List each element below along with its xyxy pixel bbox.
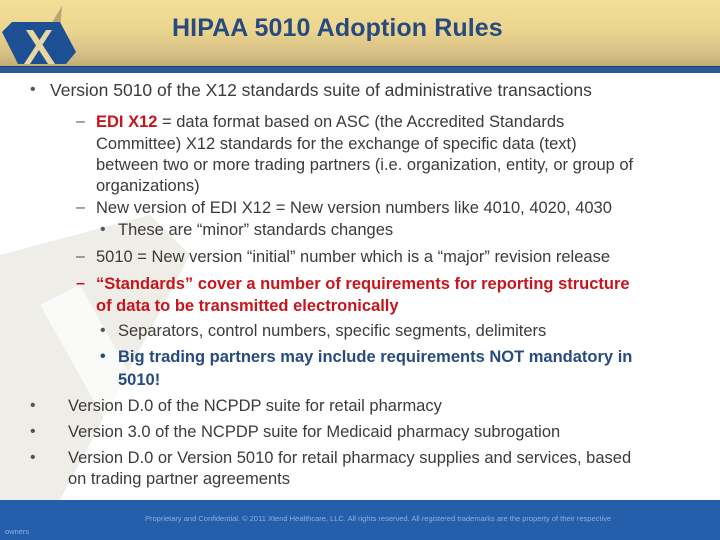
bullet-separators: Separators, control numbers, specific segments, delimiters bbox=[118, 322, 547, 340]
dash-icon: – bbox=[76, 275, 85, 292]
copyright-text-line2: owners bbox=[5, 527, 30, 536]
bullet-1: Version 5010 of the X12 standards suite of administrative transactions bbox=[50, 80, 592, 100]
dash-icon: – bbox=[76, 248, 85, 265]
bullet-standards-line2: of data to be transmitted electronically bbox=[96, 297, 399, 315]
bullet-new-version: New version of EDI X12 = New version numbers like 4010, 4020, 4030 bbox=[96, 199, 612, 217]
bullet-edi-x12: EDI X12 = data format based on ASC (the Accredited Standards bbox=[96, 113, 565, 131]
bullet-icon: • bbox=[30, 449, 36, 466]
bullet-edi-x12-line3: between two or more trading partners (i.e. organization, entity, or group of bbox=[96, 156, 634, 174]
bullet-icon: • bbox=[30, 423, 36, 440]
bullet-icon: • bbox=[100, 221, 106, 238]
bullet-minor-changes: These are “minor” standards changes bbox=[118, 221, 394, 239]
header-divider bbox=[0, 66, 720, 73]
bullet-big-partners: Big trading partners may include requirements NOT mandatory in bbox=[118, 348, 633, 366]
bullet-icon: • bbox=[100, 322, 106, 339]
bullet-edi-x12-line2: Committee) X12 standards for the exchange of specific data (text) bbox=[96, 135, 577, 153]
slide-header bbox=[0, 0, 720, 66]
bullet-icon: • bbox=[30, 81, 36, 98]
bullet-icon: • bbox=[100, 348, 106, 365]
bullet-retail-supplies-line2: on trading partner agreements bbox=[68, 470, 290, 488]
slide-title: HIPAA 5010 Adoption Rules bbox=[172, 14, 503, 42]
copyright-text: Proprietary and Confidential. © 2011 Xtend Healthcare, LLC. All rights reserved. All registered trademarks are the property of their respective bbox=[145, 514, 612, 523]
dash-icon: – bbox=[76, 113, 85, 130]
bullet-standards: “Standards” cover a number of requirements for reporting structure bbox=[96, 275, 630, 293]
slide-footer bbox=[0, 500, 720, 540]
bullet-ncpdp-3-0: Version 3.0 of the NCPDP suite for Medicaid pharmacy subrogation bbox=[68, 423, 561, 441]
bullet-5010-initial: 5010 = New version “initial” number which is a “major” revision release bbox=[96, 248, 610, 266]
xtend-logo-icon bbox=[0, 2, 80, 66]
edi-x12-term: EDI X12 bbox=[96, 113, 158, 131]
bullet-ncpdp-d0: Version D.0 of the NCPDP suite for retail pharmacy bbox=[68, 397, 442, 415]
dash-icon: – bbox=[76, 199, 85, 216]
bullet-retail-supplies: Version D.0 or Version 5010 for retail pharmacy supplies and services, based bbox=[68, 449, 632, 467]
bullet-big-partners-line2: 5010! bbox=[118, 371, 161, 389]
bullet-edi-x12-line4: organizations) bbox=[96, 177, 200, 195]
bullet-icon: • bbox=[30, 397, 36, 414]
